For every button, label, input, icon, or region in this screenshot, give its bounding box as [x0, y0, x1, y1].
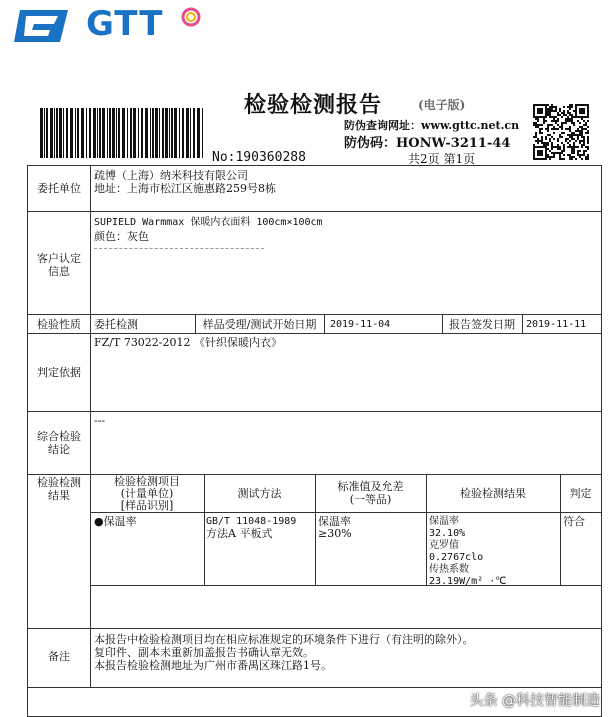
nature-label: 检验性质 — [37, 318, 81, 331]
header-item-2: (计量单位) — [120, 487, 174, 500]
remarks-label: 备注 — [48, 650, 70, 663]
received-date: 2019-11-04 — [330, 319, 391, 330]
header-result: 检验检测结果 — [460, 487, 526, 500]
client-label: 委托单位 — [37, 182, 81, 195]
logo-ring-icon — [180, 6, 202, 28]
header-item-1: 检验检测项目 — [114, 475, 180, 488]
sample-name: SUPIELD Warmmax 保暖内衣面料 100cm×100cm — [94, 217, 323, 228]
verify-code: 防伪码：HONW-3211-44 — [344, 136, 511, 151]
row-result-1: 保温率 — [429, 516, 459, 527]
sample-divider — [94, 248, 264, 249]
issue-label: 报告签发日期 — [449, 318, 515, 331]
row-method-1: GB/T 11048-1989 — [206, 516, 297, 527]
logo-text: GTT — [86, 4, 164, 44]
row-result-6: 23.19W/m² ·℃ — [429, 576, 507, 587]
sample-label-1: 客户认定 — [37, 252, 81, 265]
nature-value: 委托检测 — [94, 318, 138, 331]
row-result-5: 传热系数 — [429, 564, 469, 575]
basis-label: 判定依据 — [37, 366, 81, 379]
qr-code-icon — [533, 104, 589, 160]
client-company: 疏博（上海）纳米科技有限公司 — [94, 169, 248, 182]
verify-url: 防伪查询网址：www.gttc.net.cn — [344, 119, 520, 132]
row-result-3: 克罗值 — [429, 540, 459, 551]
report-title: 检验检测报告 — [244, 92, 383, 118]
header-standard-1: 标准值及允差 — [337, 480, 404, 493]
header-item-3: [样品识别] — [120, 499, 174, 512]
report-table — [27, 165, 602, 717]
sample-label-2: 信息 — [48, 265, 70, 278]
header-method: 测试方法 — [237, 487, 282, 500]
watermark: 头条 @科技智能制造 — [469, 693, 600, 709]
header-standard-2: (一等品) — [349, 493, 392, 506]
results-label-1: 检验检测 — [37, 476, 81, 489]
results-label-2: 结果 — [48, 489, 70, 502]
remarks-line-1: 本报告中检验检测项目均在相应标准规定的环境条件下进行（有注明的除外）。 — [94, 633, 474, 646]
page-indicator: 共2页 第1页 — [408, 152, 476, 166]
row-judge: 符合 — [563, 515, 585, 528]
received-label: 样品受理/测试开始日期 — [202, 318, 317, 331]
row-standard-2: ≥30% — [318, 527, 352, 540]
issue-date: 2019-11-11 — [526, 319, 587, 330]
row-item: ●保温率 — [94, 515, 137, 528]
conclusion-value: --- — [94, 414, 106, 427]
basis-value: FZ/T 73022-2012 《针织保暖内衣》 — [94, 336, 283, 349]
remarks-line-2: 复印件、副本未重新加盖报告书确认章无效。 — [94, 646, 314, 659]
barcode-icon — [40, 108, 206, 158]
conclusion-label-2: 结论 — [48, 443, 70, 456]
header-judge: 判定 — [569, 487, 592, 500]
report-number: No:190360288 — [212, 150, 306, 165]
row-standard-1: 保温率 — [318, 515, 351, 528]
row-result-4: 0.2767clo — [429, 552, 484, 563]
row-method-2: 方法A 平板式 — [206, 527, 273, 540]
row-result-2: 32.10% — [429, 528, 466, 539]
edition-label: (电子版) — [418, 98, 466, 112]
sample-color: 颜色：灰色 — [94, 230, 149, 243]
client-address: 地址：上海市松江区施惠路259号8栋 — [94, 182, 276, 195]
remarks-line-3: 本报告检验检测地址为广州市番禺区珠江路1号。 — [94, 659, 332, 672]
conclusion-label-1: 综合检验 — [37, 430, 81, 443]
gtt-logo-icon — [14, 8, 70, 44]
